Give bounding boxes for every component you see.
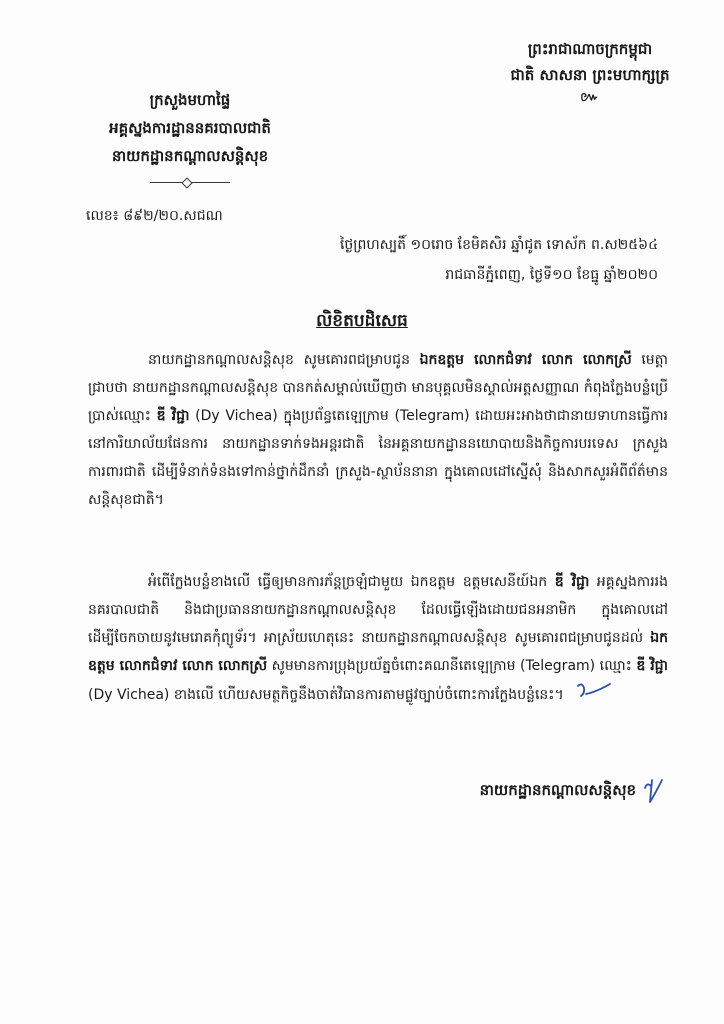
department-name: នាយកដ្ឋានកណ្តាលសន្តិសុខ <box>111 147 269 165</box>
p1-intro: នាយកដ្ឋានកណ្តាលសន្តិសុខ សូមគោរពជម្រាបជូន <box>148 352 410 368</box>
p2-name: ឌី វិជ្ជា <box>554 574 590 590</box>
p2-body4: (Dy Vichea) ខាងលើ ហើយសមត្ថកិច្ចនឹងចាត់វិធានការតាមផ្លូវច្បាប់ចំពោះការក្លែងបន្លំនេះ។ <box>88 687 564 703</box>
date-block <box>238 230 658 290</box>
p2-body2: អគ្គស្នងការរងនគរបាលជាតិ និងជាប្រធាននាយកដ្ឋានកណ្តាលសន្តិសុខ ដែលធ្វើឡើងដោយជនអនាមិក ក្នុងគោលដៅដើម្បីចែកចាយនូវមេរោគកុំព្យូទ័រ។ អាស្រ័យហេតុនេះ នាយកដ្ឋានកណ្តាលសន្តិសុខ សូមគោរពជម្រាបជូនដល់ <box>88 574 669 646</box>
p1-addressee: ឯកឧត្តម លោកជំទាវ លោក លោកស្រី <box>419 352 632 368</box>
header-ornament: ៚ <box>580 90 600 105</box>
solar-date: រាជធានីភ្នំពេញ, ថ្ងៃទី១០ ខែធ្នូ ឆ្នាំ២០២០ <box>445 267 658 283</box>
p2-body3: សូមមានការប្រុងប្រយ័ត្នចំពោះគណនីតេឡេក្រាម (Telegram) ឈ្មោះ <box>271 658 632 674</box>
kingdom-header <box>480 36 700 108</box>
signature-mark <box>642 776 664 808</box>
p2-name2: ឌី វិជ្ជា <box>636 658 668 674</box>
lunar-date: ថ្ងៃព្រហស្បតិ៍ ១០រោច ខែមិគសិរ ឆ្នាំជូត ទោស័ក ព.ស២៥៦៤ <box>339 237 658 253</box>
signature-label: នាយកដ្ឋានកណ្តាលសន្តិសុខ <box>479 781 636 799</box>
pen-initial-mark <box>574 680 614 710</box>
p1-body2: (Dy Vichea) ក្នុងប្រព័ន្ធតេឡេក្រាម (Telegram) ដោយអះអាងថាជានាយទាហានធ្វើការនៅការិយាល័យផែនការ នាយកដ្ឋានទាក់ទងអន្តរជាតិ នៃអគ្គនាយកដ្ឋាននយោបាយនិងកិច្ចការបរទេស ក្រសួងការពារជាតិ ដើម្បីទំនាក់ទំនងទៅកាន់ថ្នាក់ដឹកនាំ ក្រសួង-ស្ថាប័ននានា ក្នុងគោលដៅស្នើសុំ និងសាកសួរអំពីព័ត៌មានសន្តិសុខជាតិ។ <box>88 408 668 508</box>
ministry-name: ក្រសួងមហាផ្ទៃ <box>149 91 231 109</box>
paragraph-1 <box>88 346 668 514</box>
p2-body: អំពើក្លែងបន្លំខាងលើ ធ្វើឲ្យមានការភ័ន្តច្រឡំជាមួយ ឯកឧត្តម ឧត្តមសេនីយ៍ឯក <box>148 574 548 590</box>
paragraph-2 <box>88 568 668 710</box>
reference-number: លេខ៖ ៨៩២/២០.សជណ <box>86 208 223 224</box>
p1-name: ឌី វិជ្ជា <box>156 408 190 424</box>
commissariat-name: អគ្គស្នងការដ្ឋាននគរបាលជាតិ <box>109 119 271 137</box>
motto-line: ជាតិ សាសនា ព្រះមហាក្សត្រ <box>510 66 670 84</box>
signature-block <box>480 776 664 808</box>
header-divider <box>150 182 230 183</box>
kingdom-line: ព្រះរាជាណាចក្រកម្ពុជា <box>527 40 653 58</box>
p1-body: មេត្តាជ្រាបថា នាយកដ្ឋានកណ្តាលសន្តិសុខ បានកត់សម្គាល់ឃើញថា មានបុគ្គលមិនស្គាល់អត្តសញ្ញាណ កំពុងក្លែងបន្លំប្រើប្រាស់ឈ្មោះ <box>88 352 668 424</box>
p2-addressee: ឯកឧត្តម លោកជំទាវ លោក លោកស្រី <box>88 630 668 674</box>
document-title: លិខិតបដិសេធ <box>316 311 408 331</box>
ministry-header <box>70 86 310 183</box>
